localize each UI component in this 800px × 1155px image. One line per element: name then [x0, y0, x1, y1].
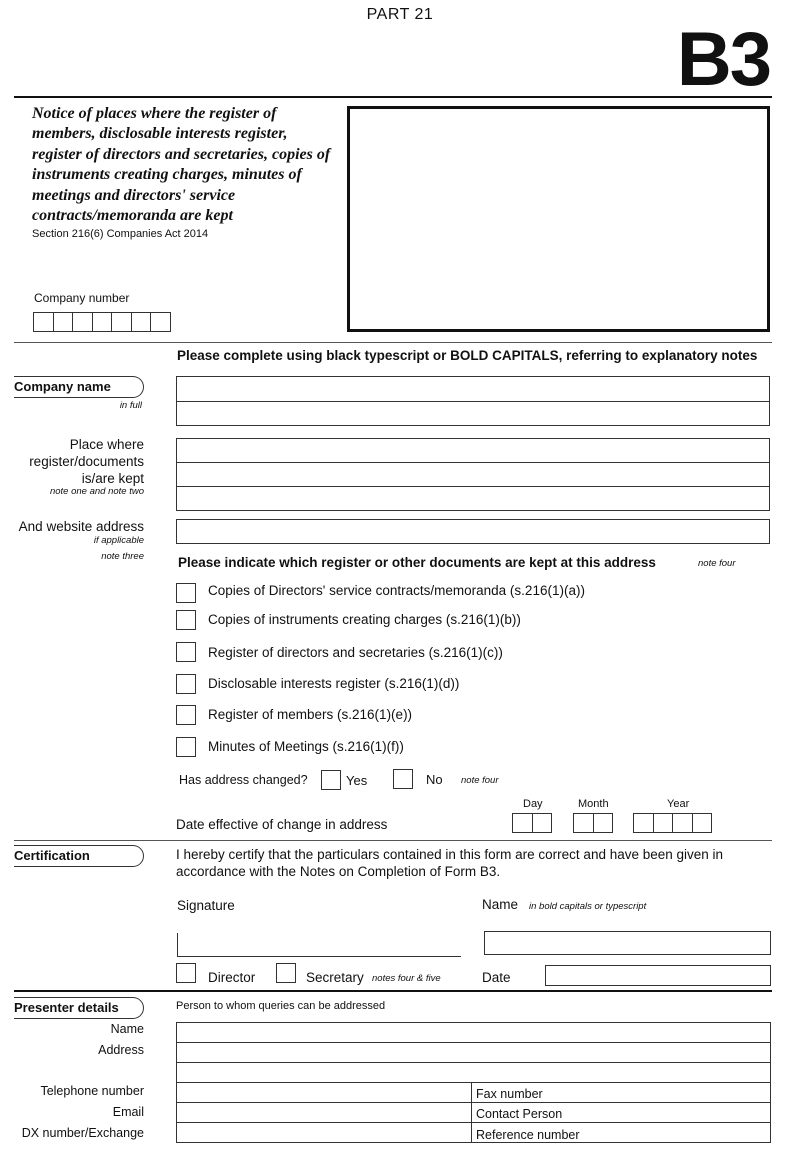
name-input[interactable]	[484, 931, 771, 955]
register-checkbox-b[interactable]	[176, 610, 196, 630]
certification-label: Certification	[14, 848, 90, 863]
register-checkbox-f[interactable]	[176, 737, 196, 757]
director-label: Director	[208, 970, 256, 985]
company-name-line-1[interactable]	[176, 376, 770, 402]
company-number-cell[interactable]	[131, 312, 152, 332]
name-note: in bold capitals or typescript	[529, 901, 647, 912]
date-year-cell[interactable]	[633, 813, 654, 833]
date-effective-label: Date effective of change in address	[176, 817, 388, 832]
certification-text: I hereby certify that the particulars contained in this form are correct and have been given in accordance with the Notes on Completion of Form B3.	[176, 847, 724, 879]
address-changed-no-label: No	[426, 772, 443, 787]
company-number-cell[interactable]	[33, 312, 54, 332]
registers-heading: Please indicate which register or other documents are kept at this address	[178, 555, 656, 570]
presenter-address-line-1[interactable]	[176, 1042, 771, 1063]
signature-label: Signature	[177, 898, 235, 913]
register-label-a: Copies of Directors' service contracts/memoranda (s.216(1)(a))	[208, 583, 585, 598]
register-label-c: Register of directors and secretaries (s.216(1)(c))	[208, 645, 503, 660]
presenter-email-label: Email	[112, 1105, 144, 1119]
company-number-field[interactable]	[33, 312, 170, 332]
presenter-tab	[14, 997, 144, 1019]
register-label-b: Copies of instruments creating charges (s.216(1)(b))	[208, 612, 521, 627]
date-label: Date	[482, 970, 511, 985]
date-input[interactable]	[545, 965, 771, 986]
presenter-contact-label: Contact Person	[476, 1107, 563, 1121]
date-year-label: Year	[667, 798, 690, 810]
section-divider	[14, 342, 772, 343]
company-number-cell[interactable]	[111, 312, 132, 332]
instruction-text: Please complete using black typescript or BOLD CAPITALS, referring to explanatory notes	[177, 348, 758, 363]
company-name-tab	[14, 376, 144, 398]
presenter-name-label: Name	[110, 1022, 144, 1036]
register-label-d: Disclosable interests register (s.216(1)(d))	[208, 676, 460, 691]
place-line-1[interactable]	[176, 438, 770, 463]
place-note: note one and note two	[49, 486, 144, 497]
website-input[interactable]	[176, 519, 770, 544]
website-note-three: note three	[101, 551, 144, 562]
section-divider	[14, 840, 772, 841]
presenter-name-input[interactable]	[176, 1022, 771, 1043]
place-line-2[interactable]	[176, 462, 770, 487]
date-day-cell[interactable]	[512, 813, 533, 833]
presenter-subtitle: Person to whom queries can be addressed	[176, 1000, 386, 1012]
form-subtitle: Section 216(6) Companies Act 2014	[32, 228, 209, 240]
presenter-dx-label: DX number/Exchange	[21, 1126, 144, 1140]
secretary-label: Secretary	[306, 970, 364, 985]
presenter-telephone-label: Telephone number	[40, 1084, 144, 1098]
presenter-email-input[interactable]	[176, 1102, 472, 1123]
date-month-field[interactable]	[573, 813, 612, 833]
secretary-checkbox[interactable]	[276, 963, 296, 983]
place-label-1: Place where	[69, 437, 144, 452]
secretary-note: notes four & five	[372, 973, 441, 984]
presenter-label: Presenter details	[14, 1000, 119, 1015]
registers-note: note four	[698, 558, 736, 569]
company-name-note: in full	[119, 400, 142, 411]
register-checkbox-a[interactable]	[176, 583, 196, 603]
certification-tab	[14, 845, 144, 867]
register-checkbox-e[interactable]	[176, 705, 196, 725]
presenter-dx-input[interactable]	[176, 1122, 472, 1143]
company-number-cell[interactable]	[53, 312, 74, 332]
presenter-reference-label: Reference number	[476, 1128, 580, 1142]
company-name-line-2[interactable]	[176, 401, 770, 426]
company-name-label: Company name	[14, 379, 111, 394]
section-divider	[14, 990, 772, 992]
address-changed-no-checkbox[interactable]	[393, 769, 413, 789]
date-month-cell[interactable]	[593, 813, 614, 833]
presenter-address-line-2[interactable]	[176, 1062, 771, 1083]
address-changed-label: Has address changed?	[179, 773, 308, 787]
register-checkbox-c[interactable]	[176, 642, 196, 662]
place-label-3: is/are kept	[81, 471, 144, 486]
date-year-field[interactable]	[633, 813, 711, 833]
director-checkbox[interactable]	[176, 963, 196, 983]
header-divider	[14, 96, 772, 98]
company-number-cell[interactable]	[150, 312, 171, 332]
presenter-telephone-input[interactable]	[176, 1082, 472, 1103]
date-year-cell[interactable]	[672, 813, 693, 833]
date-day-field[interactable]	[512, 813, 551, 833]
form-title: Notice of places where the register of members, disclosable interests register, register of directors and secretaries, copies of instruments creating charges, minutes of meetings and directors' service contracts/memoranda are kept	[32, 105, 331, 225]
website-note-applicable: if applicable	[93, 535, 144, 546]
name-label: Name	[482, 897, 519, 912]
date-month-label: Month	[578, 798, 609, 810]
register-label-e: Register of members (s.216(1)(e))	[208, 707, 413, 722]
company-number-cell[interactable]	[72, 312, 93, 332]
website-label: And website address	[18, 519, 144, 534]
address-changed-yes-label: Yes	[346, 773, 368, 788]
date-year-cell[interactable]	[653, 813, 674, 833]
signature-field[interactable]	[177, 933, 461, 957]
place-label-2: register/documents	[29, 454, 144, 469]
place-line-3[interactable]	[176, 486, 770, 511]
address-changed-yes-checkbox[interactable]	[321, 770, 341, 790]
company-number-cell[interactable]	[92, 312, 113, 332]
register-checkbox-d[interactable]	[176, 674, 196, 694]
office-stamp-box	[347, 106, 770, 332]
date-year-cell[interactable]	[692, 813, 713, 833]
company-number-label: Company number	[34, 291, 130, 305]
form-code: B3	[676, 17, 770, 102]
date-day-cell[interactable]	[532, 813, 553, 833]
presenter-fax-label: Fax number	[476, 1087, 543, 1101]
address-changed-note: note four	[461, 775, 499, 786]
part-label: PART 21	[366, 6, 434, 23]
presenter-address-label: Address	[98, 1043, 144, 1057]
date-month-cell[interactable]	[573, 813, 594, 833]
register-label-f: Minutes of Meetings (s.216(1)(f))	[208, 739, 404, 754]
date-day-label: Day	[523, 798, 543, 810]
